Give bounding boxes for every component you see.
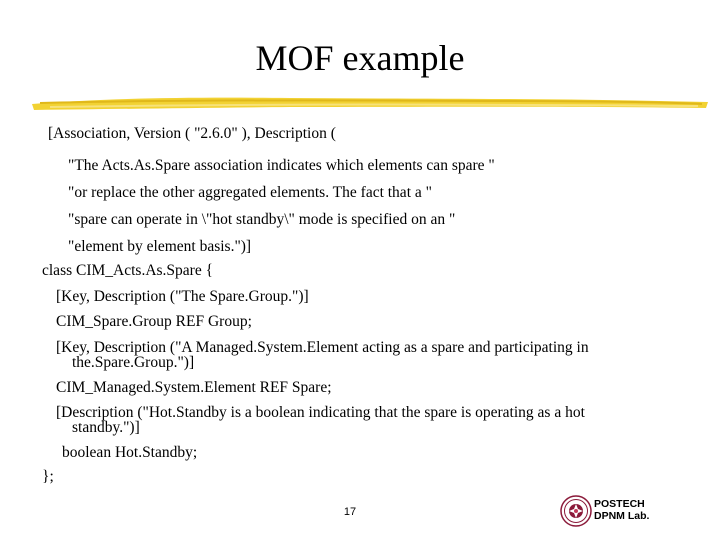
code-line-2: "The Acts.As.Spare association indicates which elements can spare " <box>68 157 495 174</box>
code-line-15: }; <box>42 468 54 485</box>
code-line-10: the.Spare.Group.")] <box>72 354 195 371</box>
code-line-14: boolean Hot.Standby; <box>62 444 198 461</box>
title-underline <box>30 92 710 114</box>
code-line-9: [Key, Description ("A Managed.System.Element acting as a spare and participating in <box>56 339 589 356</box>
code-line-4: "spare can operate in \"hot standby\" mode is specified on an " <box>68 211 456 228</box>
code-line-6: class CIM_Acts.As.Spare { <box>42 262 214 279</box>
code-line-13: standby.")] <box>72 419 140 436</box>
code-line-3: "or replace the other aggregated elements. The fact that a " <box>68 184 432 201</box>
code-line-7: [Key, Description ("The Spare.Group.")] <box>56 288 309 305</box>
postech-logo-icon <box>560 495 592 527</box>
code-line-12: [Description ("Hot.Standby is a boolean indicating that the spare is operating as a hot <box>56 404 585 421</box>
code-line-8: CIM_Spare.Group REF Group; <box>56 313 252 330</box>
code-line-11: CIM_Managed.System.Element REF Spare; <box>56 379 332 396</box>
code-line-5: "element by element basis.")] <box>68 238 252 255</box>
org-name <box>594 498 649 522</box>
slide-title: MOF example <box>255 38 465 78</box>
org-line-2: DPNM Lab. <box>594 510 650 522</box>
page-number: 17 <box>343 506 357 518</box>
org-line-1: POSTECH <box>594 498 645 510</box>
code-line-1: [Association, Version ( "2.6.0" ), Description ( <box>48 125 336 142</box>
